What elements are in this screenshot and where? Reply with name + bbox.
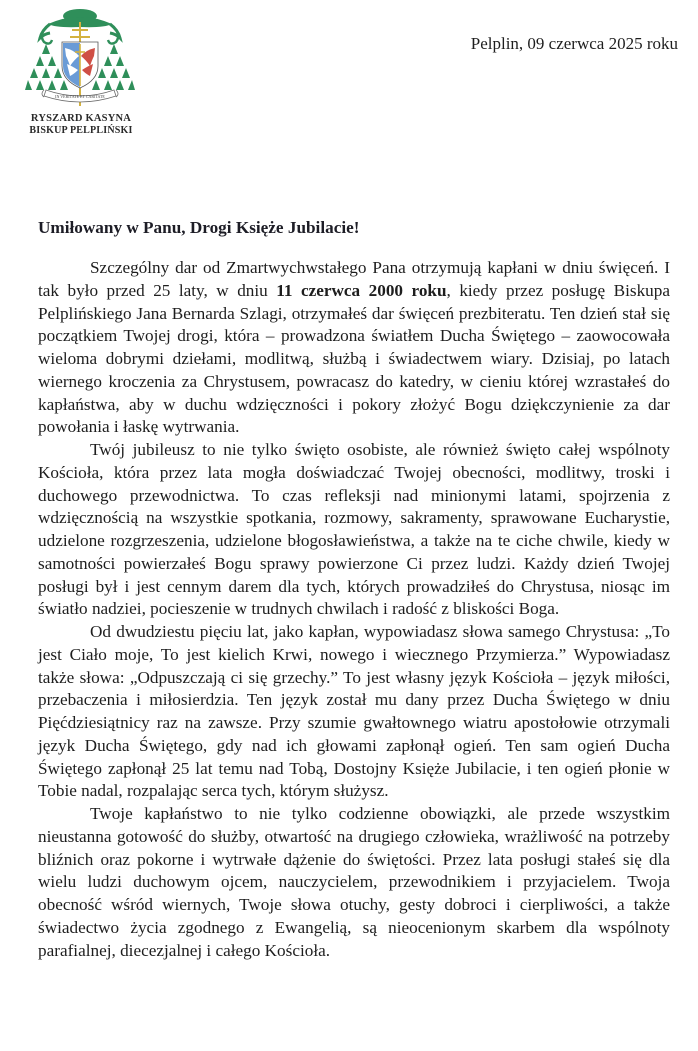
paragraph-1-intro: Szczególny dar od Zmartwychwstałego Pana otrzymują kapłani w dniu święceń. I tak było przed 25 laty, w dniu <box>38 258 670 300</box>
tassels-left-icon <box>25 44 68 90</box>
date-line: Pelplin, 09 czerwca 2025 roku <box>470 34 678 53</box>
shield-icon <box>62 42 98 88</box>
ordination-date-emphasis: 11 czerwca 2000 roku <box>276 280 447 300</box>
crest-motto-text: IN VERITATE ET CARITATE <box>55 94 105 99</box>
bishop-name: RYSZARD KASYNA <box>30 113 132 124</box>
letterhead-signature-block <box>26 113 136 137</box>
letter-body <box>38 257 670 962</box>
paragraph-1 <box>38 257 670 439</box>
paragraph-3: Od dwudziestu pięciu lat, jako kapłan, wypowiadasz słowa samego Chrystusa: „To jest Ciało moje, To jest kielich Krwi, nowego i wiecznego Przymierza.” Wypowiadasz także słowa: „Odpuszczają ci się grzechy.” To jest własny język Kościoła – język miłości, przebaczenia i miłosierdzia. Ten język został mu dany przez Ducha Świętego w dniu Pięćdziesiątnicy raz na zawsze. Przy szumie gwałtownego wiatru apostołowie otrzymali język Ducha Świętego, gdy nad ich głowami zapłonął ogień. Ten sam ogień Ducha Świętego zapłonął 25 lat temu nad Tobą, Dostojny Księże Jubilacie, i ten ogień płonie w Tobie nadal, rozpalając serca tych, którym służysz. <box>38 622 670 801</box>
paragraph-1-rest: , kiedy przez posługę Biskupa Pelplińskiego Jana Bernarda Szlagi, otrzymałeś dar święceń prezbiteratu. Ten dzień stał się początkiem Twojej drogi, która – prowadzona światłem Ducha Świętego – zaowocowała wieloma dobrymi dziełami, modlitwą, służbą i świadectwem wiary. Dzisiaj, po latach wiernego kroczenia za Chrystusem, powracasz do katedry, w cieniu której wzrastałeś do kapłaństwa, aby w duchu wdzięczności i pokory złożyć Bogu dziękczynienie za dar powołania i łaskę wytrwania. <box>38 280 670 437</box>
salutation: Umiłowany w Panu, Drogi Księże Jubilacie! <box>38 218 360 237</box>
paragraph-2: Twój jubileusz to nie tylko święto osobiste, ale również święto całej wspólnoty Kościoła, która przez lata mogła doświadczać Twojej obecności, modlitwy, troski i duchowego przewodnictwa. To czas refleksji nad minionymi latami, spojrzenia z wdzięcznością na wszystkie spotkania, rozmowy, sakramenty, sprawowane Eucharystie, udzielone rozgrzeszenia, udzielone błogosławieństwa, a także na te ciche chwile, kiedy w samotności powierzałeś Bogu sprawy powierzone Ci przez ludzi. Każdy dzień Twojej posługi był i jest cennym darem dla tych, których prowadziłeś do Chrystusa, niosąc im światło nadziei, pocieszenie w trudnych chwilach i radość z bliskości Boga. <box>38 440 670 619</box>
episcopal-coat-of-arms-icon <box>24 4 136 108</box>
paragraph-4: Twoje kapłaństwo to nie tylko codzienne obowiązki, ale przede wszystkim nieustanna gotowość do służby, otwartość na drugiego człowieka, wrażliwość na potrzeby bliźnich oraz pokorne i wytrwałe dążenie do świętości. Przez lata posługi stałeś się dla wielu ludzi duchowym ojcem, nauczycielem, przewodnikiem i przyjacielem. Twoja obecność wśród wiernych, Twoje słowa otuchy, gesty dobroci i cierpliwości, a także świadectwo życia zgodnego z Ewangelią, są nieocenionym skarbem dla wspólnoty parafialnej, diecezjalnej i całego Kościoła. <box>38 804 670 960</box>
tassels-right-icon <box>92 44 135 90</box>
bishop-title: BISKUP PELPLIŃSKI <box>29 125 133 136</box>
